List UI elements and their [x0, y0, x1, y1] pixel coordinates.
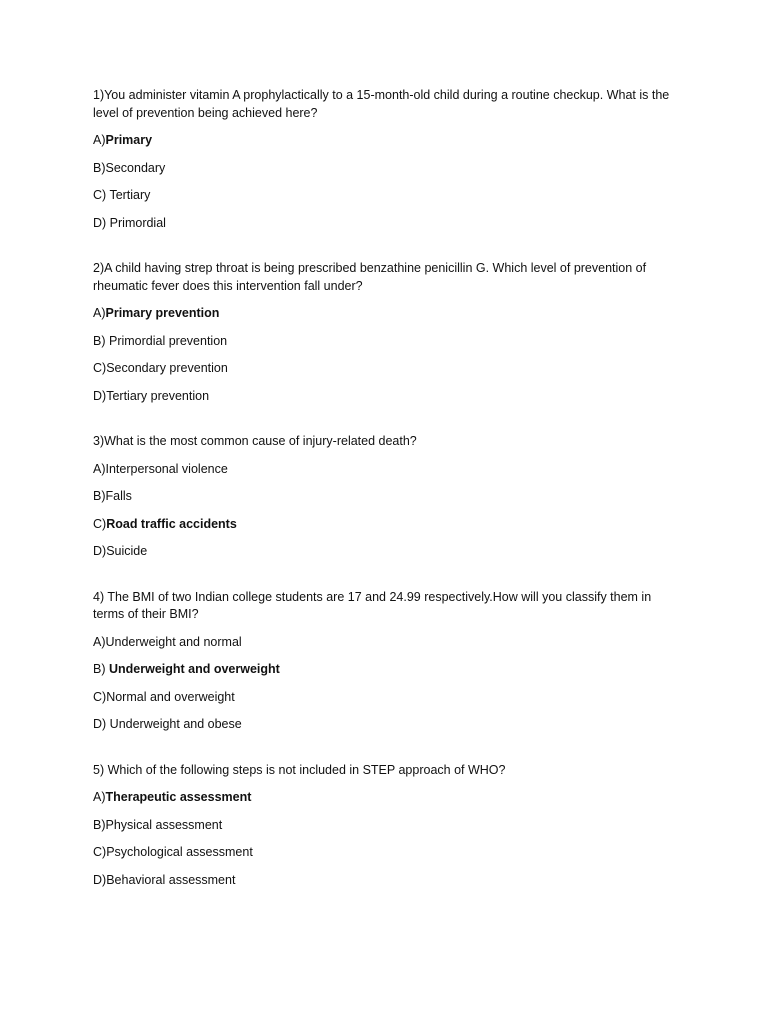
- option-prefix: B): [93, 817, 106, 832]
- option-prefix: B): [93, 160, 106, 175]
- option-text: Interpersonal violence: [105, 461, 228, 476]
- correct-answer: Therapeutic assessment: [105, 790, 252, 804]
- option-d: [93, 388, 683, 406]
- option-text: Behavioral assessment: [106, 872, 236, 887]
- option-text: Normal and overweight: [106, 689, 235, 704]
- option-text: Physical assessment: [105, 817, 223, 832]
- correct-answer: Primary: [105, 133, 153, 147]
- option-b: [93, 488, 683, 506]
- question-text: 4) The BMI of two Indian college students are 17 and 24.99 respectively.How will you classify them in terms of their BMI?: [93, 589, 652, 621]
- question-4: [93, 589, 683, 734]
- question-5: [93, 762, 683, 890]
- option-a: [93, 461, 683, 479]
- option-text: Primordial prevention: [108, 333, 228, 348]
- question-text: 5) Which of the following steps is not included in STEP approach of WHO?: [93, 762, 506, 777]
- option-a: [93, 789, 683, 807]
- option-prefix: C): [93, 845, 107, 859]
- question-text: 1)You administer vitamin A prophylactically to a 15-month-old child during a routine checkup. What is the level of prevention being achieved here?: [93, 88, 670, 120]
- option-prefix: D): [93, 872, 107, 887]
- option-prefix: B): [93, 333, 109, 348]
- option-b: [93, 333, 683, 351]
- option-text: Secondary prevention: [106, 361, 228, 375]
- option-prefix: A): [93, 461, 106, 476]
- correct-answer: Road traffic accidents: [106, 516, 237, 531]
- option-text: Psychological assessment: [106, 845, 253, 859]
- option-prefix: A): [93, 634, 106, 649]
- option-text: Primordial: [109, 215, 166, 230]
- question-text: 3)What is the most common cause of injury-related death?: [93, 434, 417, 448]
- option-text: Tertiary prevention: [106, 388, 210, 403]
- option-prefix: A): [93, 133, 106, 147]
- option-text: Underweight and obese: [109, 717, 242, 731]
- option-text: Falls: [105, 489, 132, 503]
- question-1: [93, 87, 683, 232]
- question-3: [93, 433, 683, 561]
- option-c: [93, 844, 683, 862]
- option-text: Secondary: [105, 160, 166, 175]
- option-c: [93, 360, 683, 378]
- option-a: [93, 634, 683, 652]
- option-prefix: D): [93, 544, 107, 558]
- option-prefix: C): [93, 516, 107, 531]
- correct-answer: Underweight and overweight: [108, 662, 280, 676]
- option-prefix: A): [93, 790, 106, 804]
- option-text: Suicide: [106, 544, 148, 558]
- option-b: [93, 661, 683, 679]
- option-b: [93, 817, 683, 835]
- question-2: [93, 260, 683, 405]
- question-text: 2)A child having strep throat is being prescribed benzathine penicillin G. Which level of prevention of rheumatic fever does this intervention fall under?: [93, 261, 647, 293]
- option-c: [93, 689, 683, 707]
- option-a: [93, 305, 683, 323]
- option-c: [93, 516, 683, 534]
- option-d: [93, 872, 683, 890]
- option-c: [93, 187, 683, 205]
- option-prefix: C): [93, 689, 107, 704]
- option-prefix: A): [93, 306, 106, 320]
- option-prefix: C): [93, 361, 107, 375]
- option-text: Tertiary: [109, 188, 151, 202]
- option-a: [93, 132, 683, 150]
- option-prefix: D): [93, 215, 110, 230]
- option-prefix: D): [93, 717, 110, 731]
- option-prefix: C): [93, 188, 110, 202]
- option-b: [93, 160, 683, 178]
- document-page: [93, 87, 683, 917]
- option-prefix: D): [93, 388, 107, 403]
- option-prefix: B): [93, 662, 109, 676]
- option-text: Underweight and normal: [105, 634, 242, 649]
- option-d: [93, 215, 683, 233]
- option-d: [93, 716, 683, 734]
- option-prefix: B): [93, 489, 106, 503]
- correct-answer: Primary prevention: [105, 306, 220, 320]
- option-d: [93, 543, 683, 561]
